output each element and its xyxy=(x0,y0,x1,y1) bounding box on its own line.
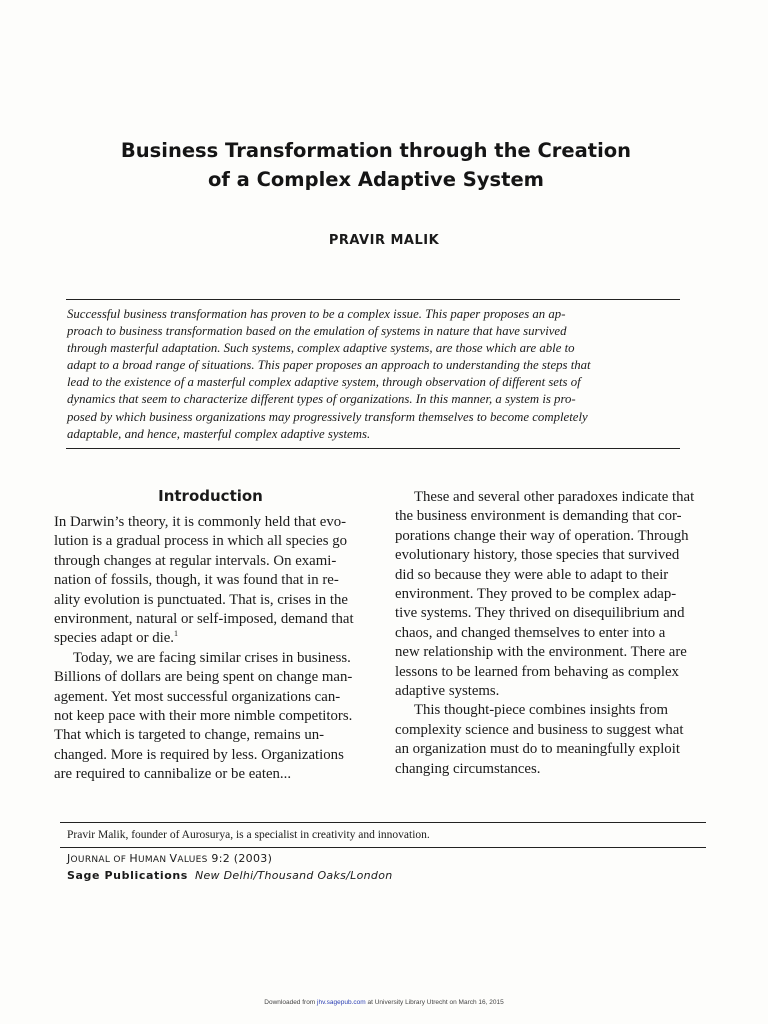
paragraph xyxy=(395,701,704,779)
journal-char: J xyxy=(67,852,71,865)
text-line: complexity science and business to suggest what xyxy=(395,721,684,738)
journal-citation xyxy=(67,852,272,865)
journal-smallcaps: UMAN xyxy=(137,855,170,865)
abstract-line: through masterful adaptation. Such systems, complex adaptive systems, are those which are able to xyxy=(67,341,575,356)
abstract-bottom-rule xyxy=(66,448,680,449)
journal-rule xyxy=(60,847,706,848)
text-line: not keep pace with their more nimble competitors. xyxy=(54,708,353,725)
text-line: These and several other paradoxes indicate that xyxy=(414,489,695,505)
publisher-name: Sage Publications xyxy=(67,869,188,882)
text-line: lessons to be learned from behaving as complex xyxy=(395,663,679,680)
text-line: changing circumstances. xyxy=(395,760,541,777)
paragraph xyxy=(54,649,367,785)
text-line: nation of fossils, though, it was found that in re- xyxy=(54,572,339,589)
abstract-line: adapt to a broad range of situations. This paper proposes an approach to understanding the steps that xyxy=(67,358,591,373)
text-line: tive systems. They thrived on disequilibrium and xyxy=(395,605,685,622)
text-line: In Darwin’s theory, it is commonly held that evo- xyxy=(54,514,347,530)
text-line: chaos, and changed themselves to enter into a xyxy=(395,624,666,641)
author-name: PRAVIR MALIK xyxy=(328,233,440,248)
text-line: That which is targeted to change, remains un- xyxy=(54,727,325,744)
download-notice xyxy=(0,999,768,1006)
abstract-line: Successful business transformation has proven to be a complex issue. This paper proposes an ap- xyxy=(67,307,566,321)
journal-volume: 9:2 (2003) xyxy=(207,852,273,865)
abstract-line: adaptable, and hence, masterful complex adaptive systems. xyxy=(67,426,371,441)
text-fragment: species adapt or die. xyxy=(54,630,174,647)
journal-char: V xyxy=(169,852,178,865)
publisher-places: New Delhi/Thousand Oaks/London xyxy=(194,869,393,882)
text-line: Today, we are facing similar crises in business. xyxy=(73,649,351,666)
download-prefix: Downloaded from xyxy=(264,999,318,1006)
abstract-top-rule xyxy=(66,299,680,300)
text-line: changed. More is required by less. Organizations xyxy=(54,746,344,763)
text-line: This thought-piece combines insights from xyxy=(414,702,668,719)
abstract-line: dynamics that seem to characterize different types of organizations. In this manner, a system is pro- xyxy=(67,392,576,407)
text-line: environment. They proved to be complex adap- xyxy=(395,586,677,603)
text-line: through changes at regular intervals. On exami- xyxy=(54,552,337,569)
paragraph xyxy=(54,513,367,649)
journal-smallcaps: ALUES xyxy=(177,855,208,865)
journal-smallcaps: OURNAL OF xyxy=(70,855,130,865)
text-line: environment, natural or self-imposed, demand that xyxy=(54,611,354,628)
download-suffix: at University Library Utrecht on March 16, 2015 xyxy=(365,999,504,1006)
text-line: agement. Yet most successful organizations can- xyxy=(54,688,341,705)
text-line: did so because they were able to adapt to their xyxy=(395,566,669,583)
download-link[interactable]: jhv.sagepub.com xyxy=(317,999,366,1006)
abstract xyxy=(67,306,681,443)
footnote-marker: 1 xyxy=(173,629,178,639)
text-line: are required to cannibalize or be eaten... xyxy=(54,766,292,783)
title-line: of a Complex Adaptive System xyxy=(207,168,544,191)
text-line: the business environment is demanding that cor- xyxy=(395,508,682,525)
right-column xyxy=(395,488,704,779)
abstract-line: proach to business transformation based on the emulation of systems in nature that have survived xyxy=(67,324,567,339)
section-heading: Introduction xyxy=(158,487,263,505)
left-column xyxy=(54,486,367,785)
author-footnote: Pravir Malik, founder of Aurosurya, is a specialist in creativity and innovation. xyxy=(67,829,430,841)
text-line: an organization must do to meaningfully exploit xyxy=(395,741,680,758)
text-line: ality evolution is punctuated. That is, crises in the xyxy=(54,591,348,608)
article-title xyxy=(96,136,656,194)
journal-char: H xyxy=(129,852,138,865)
abstract-line: posed by which business organizations may progressively transform themselves to become completely xyxy=(67,409,588,424)
text-line: new relationship with the environment. There are xyxy=(395,644,687,661)
publisher-line xyxy=(67,869,393,882)
paragraph xyxy=(395,488,704,701)
title-line: Business Transformation through the Creation xyxy=(120,139,632,162)
footnote-rule xyxy=(60,822,706,823)
text-line: lution is a gradual process in which all species go xyxy=(54,533,347,550)
text-line: adaptive systems. xyxy=(395,683,500,700)
text-line: evolutionary history, those species that survived xyxy=(395,547,680,564)
text-line: Billions of dollars are being spent on change man- xyxy=(54,669,353,686)
text-line xyxy=(54,629,367,648)
text-line: porations change their way of operation. Through xyxy=(395,527,689,544)
abstract-line: lead to the existence of a masterful complex adaptive system, through observation of different sets of xyxy=(67,375,581,390)
